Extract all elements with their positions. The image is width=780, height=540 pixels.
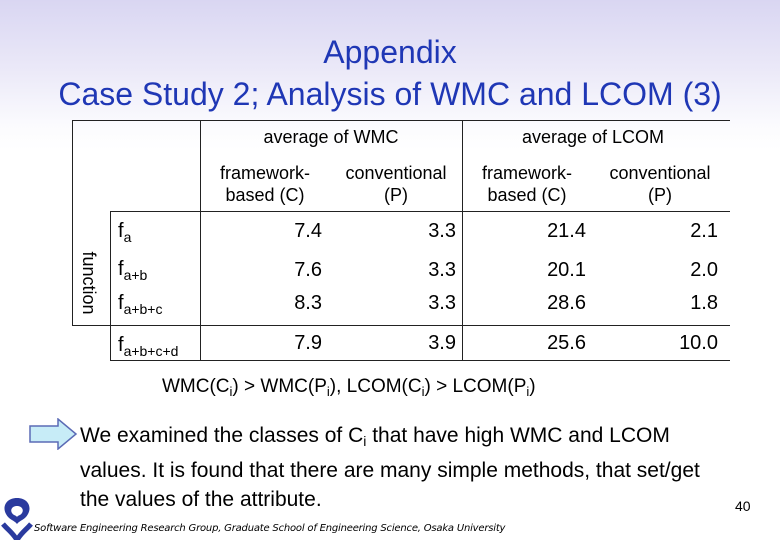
- page-number: 40: [735, 498, 751, 514]
- footer-text: Software Engineering Research Group, Graduate School of Engineering Science, Osaka University: [34, 523, 506, 534]
- table-cell: 20.1: [547, 259, 586, 281]
- table-cell: 3.3: [428, 259, 456, 281]
- table-cell: 25.6: [547, 332, 586, 354]
- table-cell: 3.3: [428, 220, 456, 242]
- subheader-line: based (C): [487, 185, 567, 205]
- row-label: [118, 292, 163, 320]
- table-cell: 10.0: [679, 332, 718, 354]
- table-cell: 1.8: [690, 292, 718, 314]
- subheader-line: conventional: [609, 163, 711, 183]
- formula-sub: i: [326, 384, 330, 399]
- right-arrow-icon: [28, 418, 78, 450]
- subheader-wmc-conventional: [330, 162, 462, 206]
- row-label-base: f: [118, 334, 124, 356]
- paragraph-sub: i: [363, 433, 367, 449]
- formula-text: ) > LCOM(P: [424, 376, 527, 397]
- header-lcom: average of LCOM: [521, 127, 665, 147]
- row-label-sub: a+b+c: [123, 301, 163, 317]
- subheader-lcom-framework: [462, 162, 592, 206]
- table-cell: 28.6: [547, 292, 586, 314]
- subheader-wmc-framework: [200, 162, 330, 206]
- formula-sub: i: [526, 384, 530, 399]
- university-logo-icon: [0, 494, 34, 540]
- formula-text: WMC(C: [162, 376, 230, 397]
- subheader-line: framework-: [481, 163, 572, 183]
- subheader-line: framework-: [219, 163, 310, 183]
- formula-text: ): [529, 376, 536, 397]
- slide-subtitle: Case Study 2; Analysis of WMC and LCOM (3): [58, 76, 722, 112]
- formula-sub: i: [421, 384, 425, 399]
- paragraph-text: that have high WMC and LCOM values. It is found that there are many simple methods, that set/get the values of the attribute.: [80, 424, 700, 511]
- table-cell: 7.4: [294, 220, 322, 242]
- table-left-border: [72, 120, 73, 325]
- header-wmc: average of WMC: [263, 127, 399, 147]
- table-cell: 2.0: [690, 259, 718, 281]
- table-cell: 7.9: [294, 332, 322, 354]
- table-bottom-border: [72, 325, 730, 326]
- row-label-base: f: [118, 258, 124, 280]
- subheader-line: conventional: [345, 163, 447, 183]
- subheader-line: based (C): [225, 185, 305, 205]
- table-cell: 8.3: [294, 292, 322, 314]
- subheader-line: (P): [384, 185, 408, 205]
- table-header-border: [110, 211, 730, 212]
- row-label: [118, 258, 147, 286]
- row-label-sub: a: [123, 229, 132, 245]
- slide-title: Appendix: [323, 34, 457, 70]
- row-label-base: f: [118, 292, 124, 314]
- table-cell: 3.3: [428, 292, 456, 314]
- table-cell: 7.6: [294, 259, 322, 281]
- subheader-lcom-conventional: [592, 162, 728, 206]
- conclusion-paragraph: [80, 421, 700, 514]
- formula-sub: i: [229, 384, 233, 399]
- formula-text: ) > WMC(P: [232, 376, 327, 397]
- table-top-border: [72, 120, 730, 121]
- comparison-formula: [162, 375, 536, 404]
- table-cell: 21.4: [547, 220, 586, 242]
- paragraph-text: We examined the classes of C: [80, 424, 364, 447]
- row-label-base: f: [118, 220, 124, 242]
- table-cell: 2.1: [690, 220, 718, 242]
- row-label: [118, 334, 178, 362]
- row-label-sub: a+b+c+d: [123, 343, 179, 359]
- subheader-line: (P): [648, 185, 672, 205]
- row-label-sub: a+b: [123, 267, 148, 283]
- formula-text: ), LCOM(C: [329, 376, 422, 397]
- function-side-label: function: [79, 251, 99, 315]
- table-extra-border: [110, 360, 730, 361]
- row-label: [118, 220, 131, 248]
- table-cell: 3.9: [428, 332, 456, 354]
- table-side-divider: [110, 211, 111, 360]
